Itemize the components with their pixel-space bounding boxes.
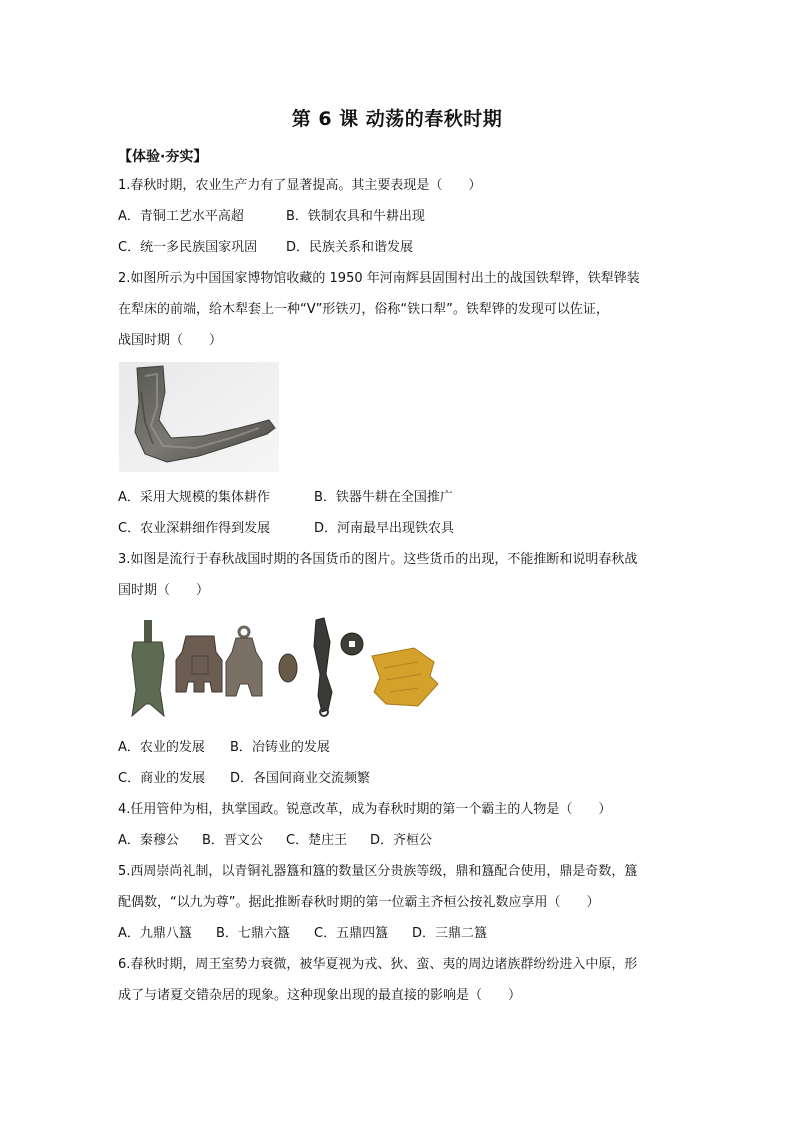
question-1-stem: 1.春秋时期，农业生产力有了显著提高。其主要表现是（ ）	[118, 178, 482, 193]
option-d: D．河南最早出现铁农具	[314, 521, 455, 536]
option-a: A．秦穆公	[118, 833, 179, 848]
question-2-stem-line-3: 战国时期（ ）	[118, 333, 223, 348]
option-b: B．铁制农具和牛耕出现	[286, 209, 425, 224]
section-heading: 【体验·夯实】	[118, 149, 208, 165]
option-a: A．农业的发展	[118, 740, 205, 755]
question-4-options-row-1	[118, 833, 432, 849]
question-3-options-row-1	[118, 740, 330, 756]
spade-coin-icon	[132, 620, 164, 716]
question-2-stem-line-1: 2.如图所示为中国国家博物馆收藏的 1950 年河南辉县固围村出土的战国铁犁铧，铁犁铧装	[118, 271, 640, 286]
question-6-stem-line-2: 成了与诸夏交错杂居的现象。这种现象出现的最直接的影响是（ ）	[118, 988, 522, 1003]
question-5-options-row-1	[118, 926, 487, 942]
question-3-options-row-2	[118, 771, 370, 787]
iron-ploughshare-image	[119, 362, 279, 472]
question-5-stem-line-1: 5.西周崇尚礼制，以青铜礼器簋和簋的数量区分贵族等级，鼎和簋配合使用，鼎是奇数，簋	[118, 864, 638, 879]
option-a: A．采用大规模的集体耕作	[118, 490, 270, 505]
option-a: A．青铜工艺水平高超	[118, 209, 244, 224]
ancient-coins-image	[118, 612, 448, 720]
question-3-stem-line-2: 国时期（ ）	[118, 583, 210, 598]
option-d: D．齐桓公	[370, 833, 433, 848]
pointed-spade-coin-icon	[226, 627, 262, 696]
ant-nose-coin-icon	[279, 654, 297, 682]
option-b: B．晋文公	[202, 833, 263, 848]
question-2-stem-line-2: 在犁床的前端，给木犁套上一种“V”形铁刃，俗称“铁口犁”。铁犁铧的发现可以佐证，	[118, 302, 609, 317]
knife-coin-icon	[314, 618, 332, 716]
option-b: B．铁器牛耕在全国推广	[314, 490, 453, 505]
question-5-stem-line-2: 配偶数，“以九为尊”。据此推断春秋时期的第一位霸主齐桓公按礼数应享用（ ）	[118, 895, 600, 910]
page-title: 第 6 课 动荡的春秋时期	[291, 108, 503, 130]
option-c: C．统一多民族国家巩固	[118, 240, 258, 255]
option-c: C．农业深耕细作得到发展	[118, 521, 271, 536]
question-2-options-row-2	[118, 521, 454, 537]
option-c: C．五鼎四簋	[314, 926, 389, 941]
option-b: B．七鼎六簋	[216, 926, 290, 941]
question-1-options-row-2	[118, 240, 413, 256]
question-2-options-row-1	[118, 490, 453, 506]
option-d: D．各国间商业交流频繁	[230, 771, 371, 786]
question-1-options-row-1	[118, 209, 425, 225]
option-c: C．商业的发展	[118, 771, 206, 786]
question-3-stem-line-1: 3.如图是流行于春秋战国时期的各国货币的图片。这些货币的出现，不能推断和说明春秋战	[118, 552, 638, 567]
question-6-stem-line-1: 6.春秋时期，周王室势力衰微，被华夏视为戎、狄、蛮、夷的周边诸族群纷纷进入中原，形	[118, 957, 638, 972]
option-b: B．冶铸业的发展	[230, 740, 330, 755]
option-a: A．九鼎八簋	[118, 926, 192, 941]
round-coin-icon	[341, 633, 363, 655]
option-c: C．楚庄王	[286, 833, 348, 848]
option-d: D．民族关系和谐发展	[286, 240, 414, 255]
option-d: D．三鼎二簋	[412, 926, 488, 941]
question-4-stem: 4.任用管仲为相，执掌国政。锐意改革，成为春秋时期的第一个霸主的人物是（ ）	[118, 802, 612, 817]
square-spade-coin-icon	[176, 636, 222, 692]
